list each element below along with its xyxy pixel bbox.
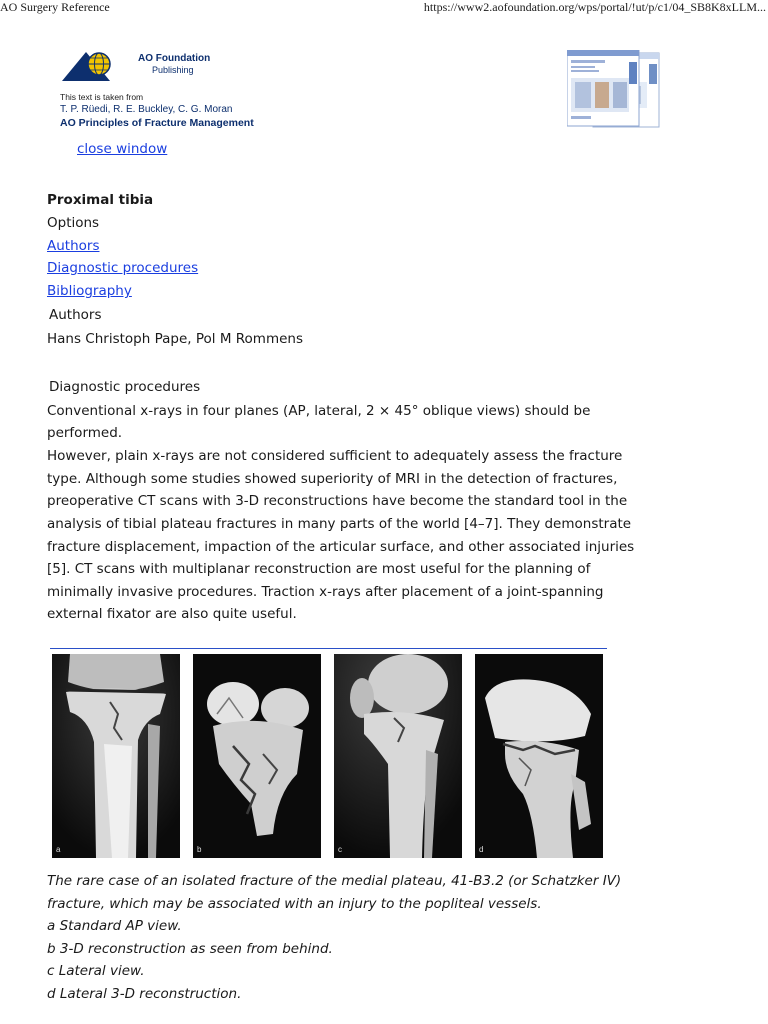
options-label: Options — [47, 215, 100, 231]
caption-line: c Lateral view. — [47, 963, 145, 979]
browser-page-title: AO Surgery Reference — [0, 0, 110, 14]
section-title: Proximal tibia — [47, 192, 154, 208]
caption-line: fracture, which may be associated with an injury to the popliteal vessels. — [47, 896, 542, 912]
browser-page-url: https://www2.aofoundation.org/wps/portal/!ut/p/c1/04_SB8K8xLLM... — [423, 0, 766, 14]
close-window-link[interactable]: close window — [77, 141, 168, 157]
xray-panel-b — [193, 654, 321, 858]
body-line: performed. — [47, 425, 123, 441]
caption-line: d Lateral 3-D reconstruction. — [47, 986, 242, 1002]
authors-names: Hans Christoph Pape, Pol M Rommens — [47, 331, 303, 347]
panel-label: d — [479, 845, 484, 854]
body-line: fracture displacement, impaction of the articular surface, and other associated injuries — [47, 539, 635, 555]
book-covers-image — [567, 50, 663, 130]
publisher-name: AO Foundation — [138, 53, 211, 64]
panel-label: b — [197, 845, 202, 854]
panel-label: c — [338, 845, 342, 854]
publisher-sub: Publishing — [152, 65, 194, 75]
xray-panel-d — [475, 654, 603, 858]
body-line: external fixator are also quite useful. — [47, 606, 297, 622]
diagnostic-heading: Diagnostic procedures — [49, 379, 201, 395]
book-title: AO Principles of Fracture Management — [60, 117, 254, 129]
authors-link[interactable]: Authors — [47, 238, 100, 254]
lateral-view-image — [334, 654, 462, 858]
caption-line: a Standard AP view. — [47, 918, 182, 934]
body-line: type. Although some studies showed superiority of MRI in the detection of fractures, — [47, 471, 618, 487]
body-line: analysis of tibial plateau fractures in many parts of the world [4–7]. They demonstrate — [47, 516, 632, 532]
xray-panel-c — [334, 654, 462, 858]
book-authors: T. P. Rüedi, R. E. Buckley, C. G. Moran — [60, 104, 233, 115]
3d-reconstruction-back-image — [193, 654, 321, 858]
3d-reconstruction-lateral-image — [475, 654, 603, 858]
publisher-logo-block — [60, 50, 300, 135]
caption-line: The rare case of an isolated fracture of the medial plateau, 41-B3.2 (or Schatzker IV) — [47, 873, 622, 889]
figure-divider — [50, 648, 607, 649]
body-line: minimally invasive procedures. Traction x-rays after placement of a joint-spanning — [47, 584, 604, 600]
source-note: This text is taken from — [60, 92, 144, 102]
bibliography-link[interactable]: Bibliography — [47, 283, 132, 299]
panel-label: a — [56, 845, 61, 854]
body-line: Conventional x-rays in four planes (AP, lateral, 2 × 45° oblique views) should be — [47, 403, 591, 419]
diagnostic-procedures-link[interactable]: Diagnostic procedures — [47, 260, 199, 276]
xray-panel-a — [52, 654, 180, 858]
body-line: However, plain x-rays are not considered sufficient to adequately assess the fracture — [47, 448, 623, 464]
body-line: [5]. CT scans with multiplanar reconstruction are most useful for the planning of — [47, 561, 591, 577]
authors-heading: Authors — [49, 307, 102, 323]
body-line: preoperative CT scans with 3-D reconstructions have become the standard tool in the — [47, 493, 628, 509]
ao-logo-icon — [60, 50, 134, 84]
ap-view-image — [52, 654, 180, 858]
caption-line: b 3-D reconstruction as seen from behind. — [47, 941, 333, 957]
